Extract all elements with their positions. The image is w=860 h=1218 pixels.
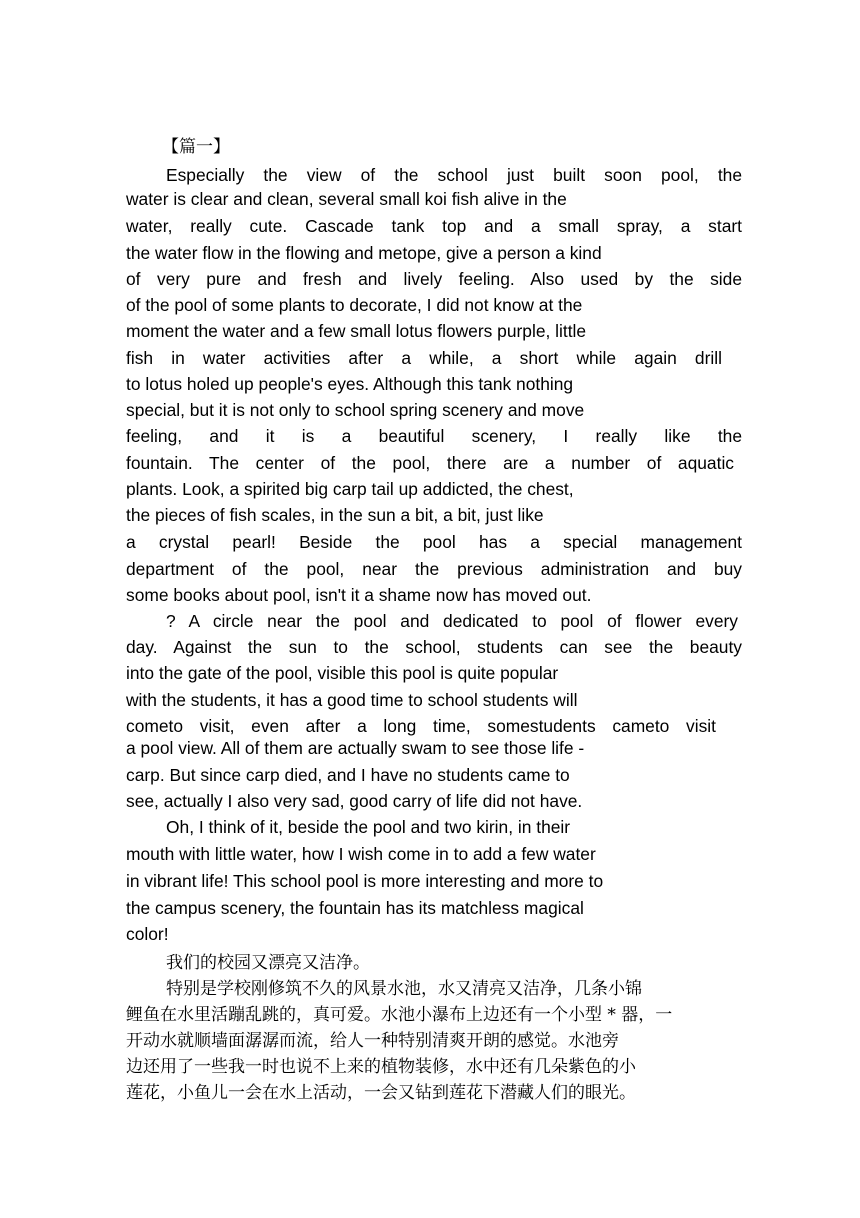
text-line: Oh, I think of it, beside the pool and two kirin, in their (166, 817, 571, 837)
text-line: feeling, and it is a beautiful scenery, I really like the (126, 426, 742, 446)
chinese-text-line: 开动水就顺墙面潺潺而流，给人一种特别清爽开朗的感觉。水池旁 (126, 1031, 619, 1051)
text-line: mouth with little water, how I wish come in to add a few water (126, 844, 596, 864)
text-line: the pieces of fish scales, in the sun a bit, a bit, just like (126, 505, 544, 525)
text-line: with the students, it has a good time to school students will (126, 690, 578, 710)
chinese-text-line: 莲花，小鱼儿一会在水上活动，一会又钻到莲花下潜藏人们的眼光。 (126, 1083, 636, 1103)
text-line: color! (126, 924, 169, 944)
text-line: see, actually I also very sad, good carry of life did not have. (126, 791, 583, 811)
text-line: the campus scenery, the fountain has its matchless magical (126, 898, 584, 918)
text-line: department of the pool, near the previous administration and buy (126, 559, 742, 579)
chinese-text-line: 边还用了一些我一时也说不上来的植物装修，水中还有几朵紫色的小 (126, 1057, 636, 1077)
text-line: fountain. The center of the pool, there are a number of aquatic (126, 453, 734, 473)
text-line: fish in water activities after a while, a short while again drill (126, 348, 722, 368)
text-line: water, really cute. Cascade tank top and a small spray, a start (126, 216, 742, 236)
text-line: moment the water and a few small lotus flowers purple, little (126, 321, 587, 341)
section-heading: 【篇一】 (162, 137, 230, 157)
text-line: a crystal pearl! Beside the pool has a special management (126, 532, 742, 552)
text-line: into the gate of the pool, visible this pool is quite popular (126, 663, 559, 683)
text-line: day. Against the sun to the school, students can see the beauty (126, 637, 742, 657)
chinese-text-line: 特别是学校刚修筑不久的风景水池，水又清亮又洁净，几条小锦 (166, 979, 642, 999)
text-line: some books about pool, isn't it a shame now has moved out. (126, 585, 592, 605)
text-line: water is clear and clean, several small koi fish alive in the (126, 189, 567, 209)
text-line: of very pure and fresh and lively feeling. Also used by the side (126, 269, 742, 289)
text-line: carp. But since carp died, and I have no students came to (126, 765, 570, 785)
text-line: ? A circle near the pool and dedicated to pool of flower every (166, 611, 738, 631)
text-line: of the pool of some plants to decorate, I did not know at the (126, 295, 583, 315)
text-line: cometo visit, even after a long time, somestudents cameto visit (126, 716, 716, 736)
chinese-text-line: 我们的校园又漂亮又洁净。 (166, 953, 370, 973)
text-line: in vibrant life! This school pool is more interesting and more to (126, 871, 604, 891)
text-line: special, but it is not only to school spring scenery and move (126, 400, 585, 420)
text-line: Especially the view of the school just built soon pool, the (166, 165, 742, 185)
chinese-text-line: 鲤鱼在水里活蹦乱跳的，真可爱。水池小瀑布上边还有一个小型 * 器，一 (126, 1005, 673, 1025)
text-line: a pool view. All of them are actually swam to see those life - (126, 738, 585, 758)
text-line: the water flow in the flowing and metope, give a person a kind (126, 243, 602, 263)
text-line: to lotus holed up people's eyes. Although this tank nothing (126, 374, 574, 394)
text-line: plants. Look, a spirited big carp tail up addicted, the chest, (126, 479, 574, 499)
